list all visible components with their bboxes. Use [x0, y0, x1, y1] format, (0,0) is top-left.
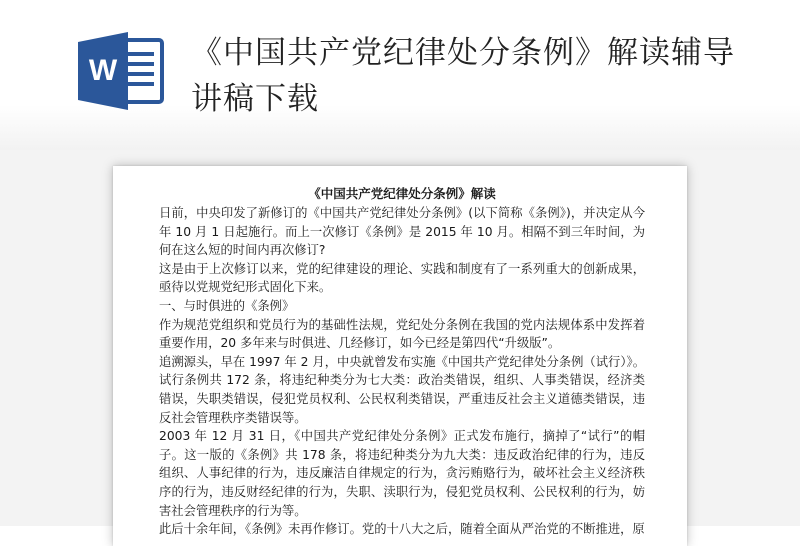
paragraph: 作为规范党组织和党员行为的基础性法规，党纪处分条例在我国的党内法规体系中发挥着重要作用，20 多年来与时俱进、几经修订，如今已经是第四代“升级版”。 — [159, 317, 645, 351]
word-document-icon — [76, 28, 166, 114]
document-heading: 《中国共产党纪律处分条例》解读 — [308, 186, 496, 201]
word-logo-letter: W — [88, 54, 118, 87]
paragraph: 此后十余年间，《条例》未再作修订。党的十八大之后，随着全面从严治党的不断推进，原 — [159, 522, 645, 537]
page-title: 《中国共产党纪律处分条例》解读辅导讲稿下载 — [191, 35, 735, 117]
document-body — [159, 184, 645, 539]
paragraph: 追溯源头，早在 1997 年 2 月，中央就曾发布实施《中国共产党纪律处分条例（试行）》。试行条例共 172 条，将违纪种类分为七大类：政治类错误，组织、人事类错误，经济类错误，失职类错误，侵犯党员权利、公民权利类错误，严重违反社会主义道德类错误，违反社会管理秩序类错误等。 — [159, 354, 645, 425]
paragraph: 这是由于上次修订以来，党的纪律建设的理论、实践和制度有了一系列重大的创新成果，亟待以党规党纪形式固化下来。 — [159, 261, 645, 295]
paragraph: 2003 年 12 月 31 日，《中国共产党纪律处分条例》正式发布施行，摘掉了“试行”的帽子。这一版的《条例》共 178 条，将违纪种类分为九大类：违反政治纪律的行为，违反组织、人事纪律的行为，违反廉洁自律规定的行为，贪污贿赂行为，破坏社会主义经济秩序的行为，违反财经纪律的行为，失职、渎职行为，侵犯党员权利、公民权利的行为，妨害社会管理秩序的行为等。 — [159, 429, 645, 518]
document-page — [113, 166, 687, 546]
paragraph: 日前，中央印发了新修订的《中国共产党纪律处分条例》(以下简称《条例》)，并决定从今年 10 月 1 日起施行。而上一次修订《条例》是 2015 年 10 月。相隔不到三年时间，为何在这么短的时间内再次修订? — [159, 206, 645, 258]
section-heading: 一、与时俱进的《条例》 — [159, 298, 295, 313]
